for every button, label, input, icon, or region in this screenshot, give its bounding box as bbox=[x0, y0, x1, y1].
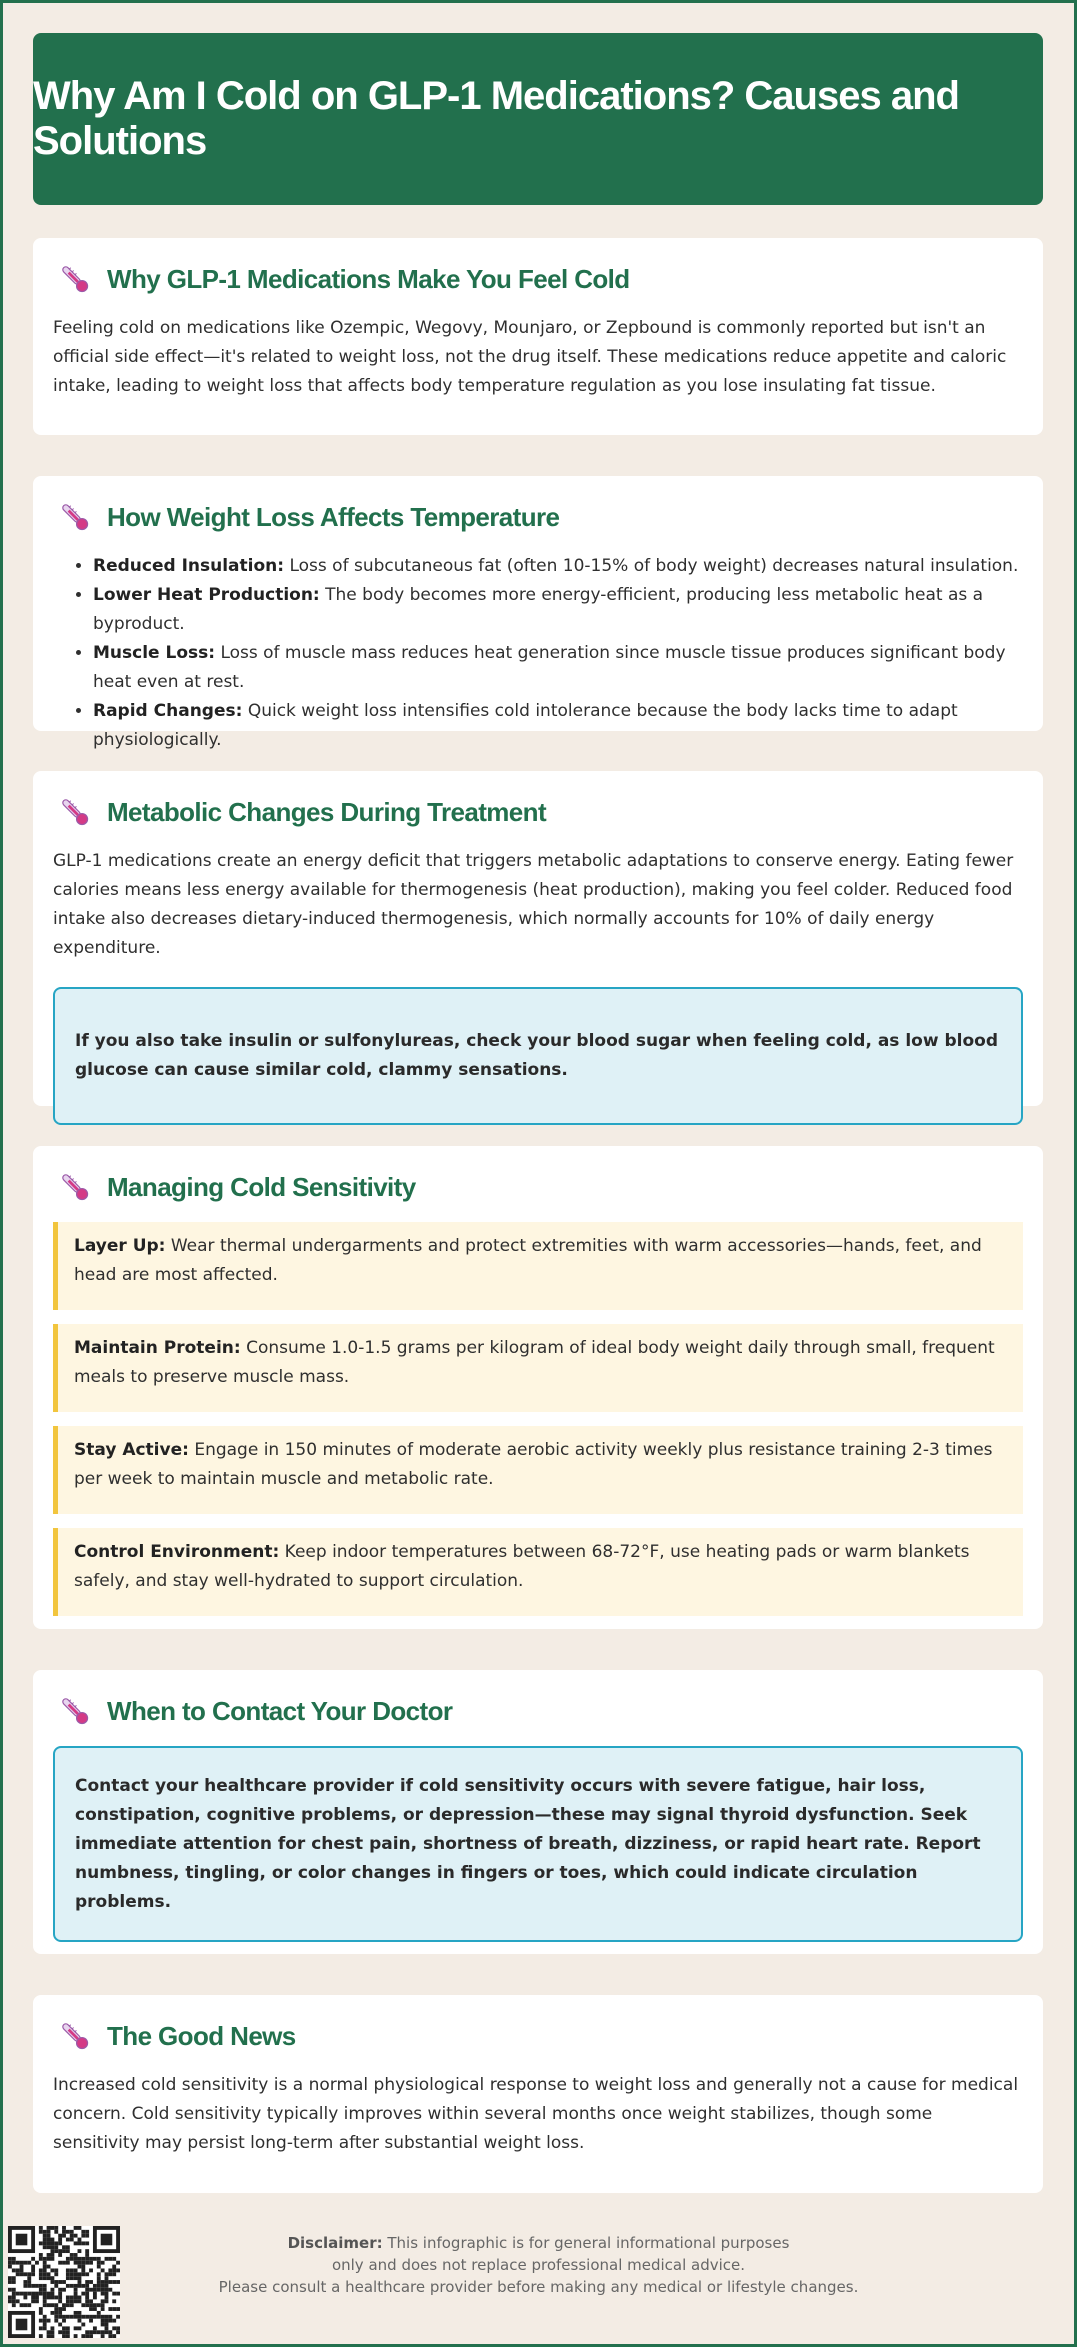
section-header bbox=[57, 795, 1023, 829]
item-label: Rapid Changes: bbox=[93, 701, 243, 721]
item-label: Muscle Loss: bbox=[93, 643, 216, 663]
disclaimer-line bbox=[200, 2232, 877, 2254]
disclaimer bbox=[200, 2232, 877, 2298]
thermometer-icon bbox=[57, 1170, 93, 1204]
tip-item bbox=[53, 1324, 1023, 1412]
section-heading: The Good News bbox=[107, 2020, 296, 2051]
title-banner bbox=[33, 33, 1043, 205]
disclaimer-text: This infographic is for general informational purposes bbox=[382, 2234, 790, 2252]
tip-label: Layer Up: bbox=[74, 1236, 166, 1256]
effects-list bbox=[53, 552, 1023, 755]
tip-item bbox=[53, 1222, 1023, 1310]
section-managing bbox=[33, 1146, 1043, 1629]
item-label: Lower Heat Production: bbox=[93, 585, 320, 605]
tip-label: Stay Active: bbox=[74, 1440, 189, 1460]
section-header bbox=[57, 1694, 1023, 1728]
section-header bbox=[57, 500, 1023, 534]
list-item bbox=[93, 581, 1023, 639]
section-doctor bbox=[33, 1670, 1043, 1954]
section-header bbox=[57, 262, 1023, 296]
tip-label: Control Environment: bbox=[74, 1542, 280, 1562]
callout-text: Contact your healthcare provider if cold sensitivity occurs with severe fatigue, hair loss, constipation, cognitive problems, or depression—these may signal thyroid dysfunction. Seek immediate attention for chest pain, shortness of breath, dizziness, or rapid heart rate. Report numbness, tingling, or color changes in fingers or toes, which could indicate circulation problems. bbox=[75, 1775, 981, 1912]
item-text: The body becomes more energy-efficient, producing less metabolic heat as a byproduct. bbox=[93, 585, 984, 634]
doctor-callout bbox=[53, 1746, 1023, 1942]
item-text: Quick weight loss intensifies cold intolerance because the body lacks time to adapt physiologically. bbox=[93, 701, 958, 750]
section-heading: Metabolic Changes During Treatment bbox=[107, 796, 547, 827]
section-heading: Managing Cold Sensitivity bbox=[107, 1171, 416, 1202]
section-heading: How Weight Loss Affects Temperature bbox=[107, 501, 560, 532]
section-body: Feeling cold on medications like Ozempic, Wegovy, Mounjaro, or Zepbound is commonly reported but isn't an official side effect—it's related to weight loss, not the drug itself. These medications reduce appetite and caloric intake, leading to weight loss that affects body temperature regulation as you lose insulating fat tissue. bbox=[53, 318, 1007, 396]
thermometer-icon bbox=[57, 2019, 93, 2053]
tip-label: Maintain Protein: bbox=[74, 1338, 241, 1358]
section-metabolic bbox=[33, 771, 1043, 1106]
thermometer-icon bbox=[57, 795, 93, 829]
section-heading: Why GLP-1 Medications Make You Feel Cold bbox=[107, 263, 630, 294]
disclaimer-label: Disclaimer: bbox=[287, 2234, 383, 2252]
tip-item bbox=[53, 1426, 1023, 1514]
thermometer-icon bbox=[57, 1694, 93, 1728]
list-item bbox=[93, 697, 1023, 755]
section-header bbox=[57, 2019, 1023, 2053]
tip-text: Consume 1.0-1.5 grams per kilogram of ideal body weight daily through small, frequent meals to preserve muscle mass. bbox=[74, 1338, 995, 1387]
thermometer-icon bbox=[57, 500, 93, 534]
qr-code[interactable] bbox=[8, 2226, 120, 2338]
item-label: Reduced Insulation: bbox=[93, 556, 285, 576]
tip-text: Engage in 150 minutes of moderate aerobic activity weekly plus resistance training 2-3 times per week to maintain muscle and metabolic rate. bbox=[74, 1440, 993, 1489]
item-text: Loss of muscle mass reduces heat generation since muscle tissue produces significant body heat even at rest. bbox=[93, 643, 1006, 692]
section-why bbox=[33, 238, 1043, 435]
item-text: Loss of subcutaneous fat (often 10-15% of body weight) decreases natural insulation. bbox=[284, 556, 1019, 576]
page-title: Why Am I Cold on GLP-1 Medications? Causes and Solutions bbox=[33, 74, 959, 163]
section-header bbox=[57, 1170, 1023, 1204]
tip-item bbox=[53, 1528, 1023, 1616]
tip-text: Keep indoor temperatures between 68-72°F, use heating pads or warm blankets safely, and stay well-hydrated to support circulation. bbox=[74, 1542, 970, 1591]
list-item bbox=[93, 639, 1023, 697]
disclaimer-line: Please consult a healthcare provider before making any medical or lifestyle changes. bbox=[218, 2278, 859, 2296]
list-item bbox=[93, 552, 1023, 581]
tip-text: Wear thermal undergarments and protect extremities with warm accessories—hands, feet, and head are most affected. bbox=[74, 1236, 982, 1285]
section-body: Increased cold sensitivity is a normal physiological response to weight loss and generally not a cause for medical concern. Cold sensitivity typically improves within several months once weight stabilizes, though some sensitivity may persist long-term after substantial weight loss. bbox=[53, 2075, 1019, 2153]
section-how bbox=[33, 476, 1043, 750]
section-body: GLP-1 medications create an energy deficit that triggers metabolic adaptations to conserve energy. Eating fewer calories means less energy available for thermogenesis (heat production), making you feel colder. Reduced food intake also decreases dietary-induced thermogenesis, which normally accounts for 10% of daily energy expenditure. bbox=[53, 851, 1014, 958]
thermometer-icon bbox=[57, 262, 93, 296]
insulin-callout bbox=[53, 987, 1023, 1125]
callout-text: If you also take insulin or sulfonylureas, check your blood sugar when feeling cold, as low blood glucose can cause similar cold, clammy sensations. bbox=[75, 1031, 998, 1080]
disclaimer-line: only and does not replace professional medical advice. bbox=[331, 2256, 746, 2274]
section-good-news bbox=[33, 1995, 1043, 2193]
section-heading: When to Contact Your Doctor bbox=[107, 1695, 453, 1726]
